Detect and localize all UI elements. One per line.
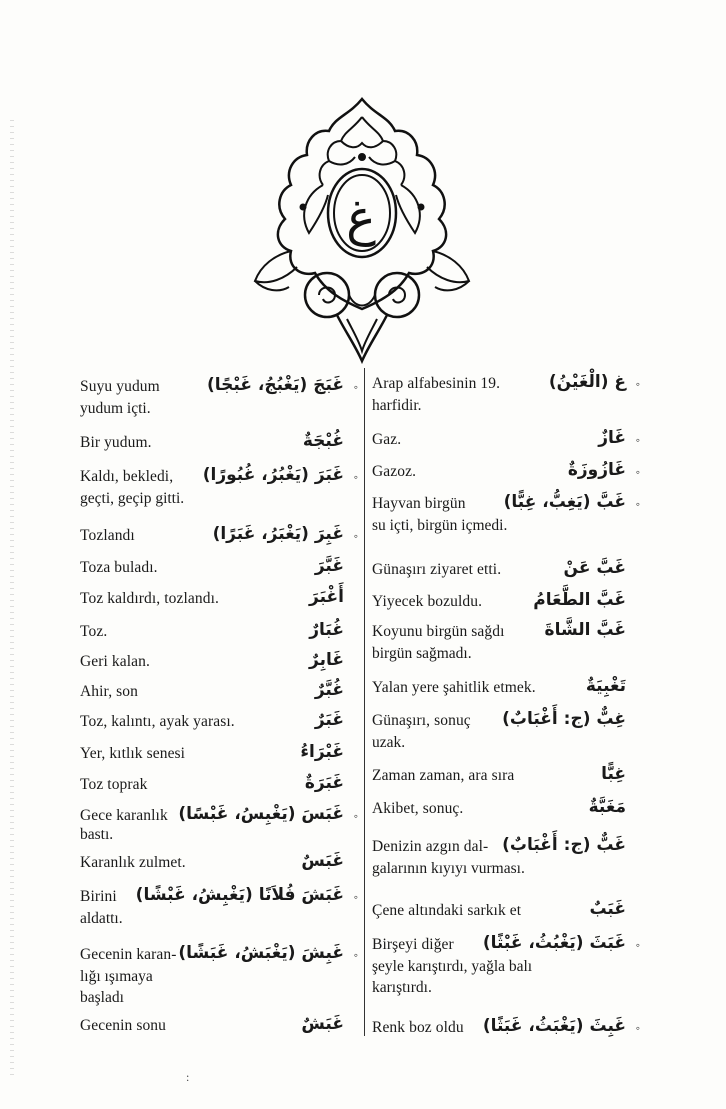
entry-arabic: غِبًّا — [601, 764, 626, 784]
entry-arabic: غَازُوزَةٌ — [567, 460, 626, 480]
entry-translation: Gece karanlık — [80, 807, 168, 824]
entry-arabic: غَبِثَ (يَغْبَثُ، غَبَثًا) — [482, 1016, 626, 1036]
entry-translation: Çene altındaki sarkık et — [372, 902, 522, 919]
entry-continuation: yudum içti. — [80, 400, 151, 417]
entry-bullet: ◦ — [635, 1021, 640, 1035]
entry-arabic: غَازٌ — [598, 428, 626, 448]
entry-arabic: غَابِرٌ — [309, 650, 344, 670]
entry-translation: Suyu yudum — [80, 378, 160, 395]
entry-arabic: غَبْرَاءُ — [300, 742, 344, 762]
entry-translation: Koyunu birgün sağdı — [372, 623, 505, 640]
entry-translation: Toz. — [80, 623, 108, 640]
entry-arabic: غِبٌّ (ج: أَغْبَابٌ) — [502, 709, 626, 729]
entry-translation: Birini — [80, 888, 117, 905]
entry-arabic: غَبٌّ (ج: أَغْبَابٌ) — [502, 835, 626, 855]
entry-translation: Gaz. — [372, 431, 402, 448]
entry-arabic: غَبَّ الشَّاةَ — [544, 620, 626, 640]
entry-arabic: غَبَسَ (يَغْبِسُ، غَبْسًا) — [178, 804, 344, 824]
entry-translation: Gecenin sonu — [80, 1017, 166, 1034]
entry-arabic: غَبَّ (يَغِبُّ، غِبًّا) — [503, 492, 626, 512]
entry-arabic: غ (الْغَيْنُ) — [548, 372, 626, 392]
entry-continuation: harfidir. — [372, 397, 422, 414]
entry-arabic: غُبْجَةٌ — [302, 431, 344, 451]
entry-arabic: مَغَبَّةٌ — [588, 797, 626, 817]
entry-bullet: ◦ — [353, 809, 358, 823]
entry-continuation: uzak. — [372, 734, 406, 751]
entry-translation: Hayvan birgün — [372, 495, 466, 512]
scan-margin-noise — [10, 120, 14, 1080]
entry-arabic: غَبَبٌ — [589, 899, 626, 919]
entry-translation: Birşeyi diğer — [372, 936, 454, 953]
entry-arabic: غَبَّ الطَّعَامُ — [533, 590, 626, 610]
entry-translation: Karanlık zulmet. — [80, 854, 186, 871]
entry-translation: Gecenin karan- — [80, 946, 177, 963]
entry-translation: Geri kalan. — [80, 653, 150, 670]
entry-continuation: lığı ışımaya — [80, 968, 153, 985]
entry-arabic: غَبَّ عَنْ — [563, 558, 626, 578]
entry-arabic: غَبِرَ (يَغْبَرُ، غَبَرًا) — [212, 524, 344, 544]
entry-arabic: غَبَّرَ — [314, 556, 344, 576]
entry-translation: Akibet, sonuç. — [372, 800, 464, 817]
entry-arabic: غَبَجَ (يَغْبُجُ، غَبْجًا) — [207, 375, 344, 395]
entry-bullet: ◦ — [635, 497, 640, 511]
entry-translation: Yalan yere şahitlik etmek. — [372, 679, 536, 696]
entry-arabic: غَبَشٌ — [301, 1014, 344, 1034]
entry-bullet: ◦ — [353, 380, 358, 394]
entry-continuation: karıştırdı. — [372, 979, 432, 996]
entry-bullet: ◦ — [635, 433, 640, 447]
entry-bullet: ◦ — [353, 948, 358, 962]
entry-translation: Yer, kıtlık senesi — [80, 745, 186, 762]
page-number: : — [186, 1070, 190, 1084]
entry-continuation: başladı — [80, 989, 124, 1006]
entry-translation: Toza buladı. — [80, 559, 158, 576]
entry-translation: Toz kaldırdı, tozlandı. — [80, 590, 219, 607]
entry-bullet: ◦ — [353, 470, 358, 484]
entry-bullet: ◦ — [635, 938, 640, 952]
entry-translation: Ahir, son — [80, 683, 138, 700]
entry-translation: Toz toprak — [80, 776, 148, 793]
entry-bullet: ◦ — [353, 890, 358, 904]
entry-arabic: أَغْبَرَ — [309, 587, 344, 607]
entry-translation: Günaşırı ziyaret etti. — [372, 561, 502, 578]
entry-translation: Yiyecek bozuldu. — [372, 593, 483, 610]
entry-continuation: geçti, geçip gitti. — [80, 490, 185, 507]
entry-translation: Arap alfabesinin 19. — [372, 375, 501, 392]
entry-continuation: galarının kıyıyı vurması. — [372, 860, 525, 877]
entry-bullet: ◦ — [635, 377, 640, 391]
entry-arabic: غَبَرٌ — [314, 710, 344, 730]
entry-continuation: bastı. — [80, 826, 114, 843]
entry-bullet: ◦ — [353, 529, 358, 543]
entry-arabic: غُبَارٌ — [309, 620, 344, 640]
entry-translation: Renk boz oldu — [372, 1019, 464, 1036]
entry-continuation: birgün sağmadı. — [372, 645, 472, 662]
entry-arabic: غُبَّرٌ — [314, 680, 344, 700]
entry-arabic: تَغْبِيَةٌ — [585, 676, 626, 696]
entry-arabic: غَبَثَ (يَغْبُثُ، غَبْثًا) — [482, 933, 626, 953]
entry-arabic: غَبَشَ فُلاَنًا (يَغْبِشُ، غَبْشًا) — [135, 885, 344, 905]
entry-translation: Zaman zaman, ara sıra — [372, 767, 515, 784]
entry-arabic: غَبَرَةٌ — [304, 773, 344, 793]
entry-translation: Kaldı, bekledi, — [80, 468, 174, 485]
entry-translation: Tozlandı — [80, 527, 135, 544]
entry-translation: Bir yudum. — [80, 434, 152, 451]
section-letter-ghayn: غ — [346, 189, 376, 247]
entry-arabic: غَبِشَ (يَغْبَشُ، غَبَشًا) — [178, 943, 344, 963]
entry-translation: Gazoz. — [372, 463, 417, 480]
entry-translation: Denizin azgın dal- — [372, 838, 489, 855]
entry-continuation: şeyle karıştırdı, yağla balı — [372, 958, 533, 975]
entry-translation: Toz, kalıntı, ayak yarası. — [80, 713, 235, 730]
entry-continuation: aldattı. — [80, 910, 123, 927]
entry-arabic: غَبَسٌ — [301, 851, 344, 871]
entry-continuation: su içti, birgün içmedi. — [372, 517, 508, 534]
column-divider — [364, 368, 365, 1036]
entry-bullet: ◦ — [635, 465, 640, 479]
entry-arabic: غَبَرَ (يَغْبُرُ، غُبُورًا) — [202, 465, 344, 485]
entry-translation: Günaşırı, sonuç — [372, 712, 471, 729]
